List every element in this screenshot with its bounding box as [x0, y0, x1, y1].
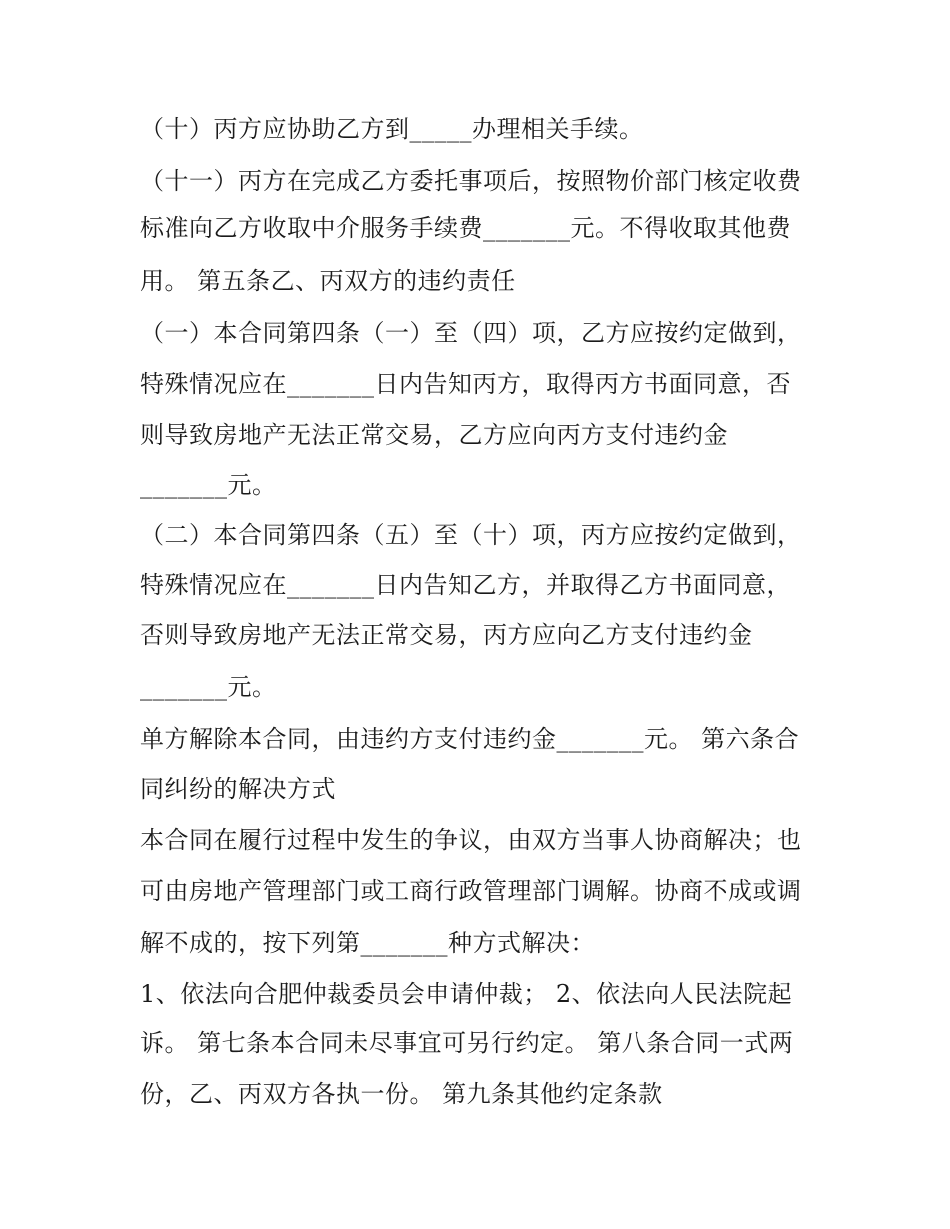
text-line: （一）本合同第四条（一）至（四）项，乙方应按约定做到，	[140, 319, 802, 347]
text-line: 用。 第五条乙、丙双方的违约责任	[140, 267, 516, 295]
text-line: 诉。 第七条本合同未尽事宜可另行约定。 第八条合同一式两	[140, 1029, 794, 1057]
text-line: 解不成的，按下列第_______种方式解决：	[140, 929, 595, 957]
text-line: _______元。	[140, 471, 277, 499]
text-line: _______元。	[140, 673, 277, 701]
text-line: （十一）丙方在完成乙方委托事项后，按照物价部门核定收费	[140, 167, 802, 195]
text-line: 否则导致房地产无法正常交易，丙方应向乙方支付违约金	[140, 621, 753, 649]
text-line: （二）本合同第四条（五）至（十）项，丙方应按约定做到，	[140, 521, 802, 549]
text-line: 份，乙、丙双方各执一份。 第九条其他约定条款	[140, 1080, 663, 1108]
text-line: 本合同在履行过程中发生的争议，由双方当事人协商解决；也	[140, 826, 802, 854]
text-line: 1、依法向合肥仲裁委员会申请仲裁； 2、依法向人民法院起	[140, 980, 793, 1008]
text-line: （十）丙方应协助乙方到_____办理相关手续。	[140, 115, 644, 143]
text-line: 可由房地产管理部门或工商行政管理部门调解。协商不成或调	[140, 877, 802, 905]
text-line: 特殊情况应在_______日内告知丙方，取得丙方书面同意，否	[140, 370, 791, 398]
text-line: 标准向乙方收取中介服务手续费_______元。不得收取其他费	[140, 214, 791, 242]
text-line: 单方解除本合同，由违约方支付违约金_______元。 第六条合	[140, 725, 800, 753]
text-line: 同纠纷的解决方式	[140, 775, 336, 803]
text-line: 则导致房地产无法正常交易，乙方应向丙方支付违约金	[140, 421, 728, 449]
text-line: 特殊情况应在_______日内告知乙方，并取得乙方书面同意，	[140, 571, 791, 599]
